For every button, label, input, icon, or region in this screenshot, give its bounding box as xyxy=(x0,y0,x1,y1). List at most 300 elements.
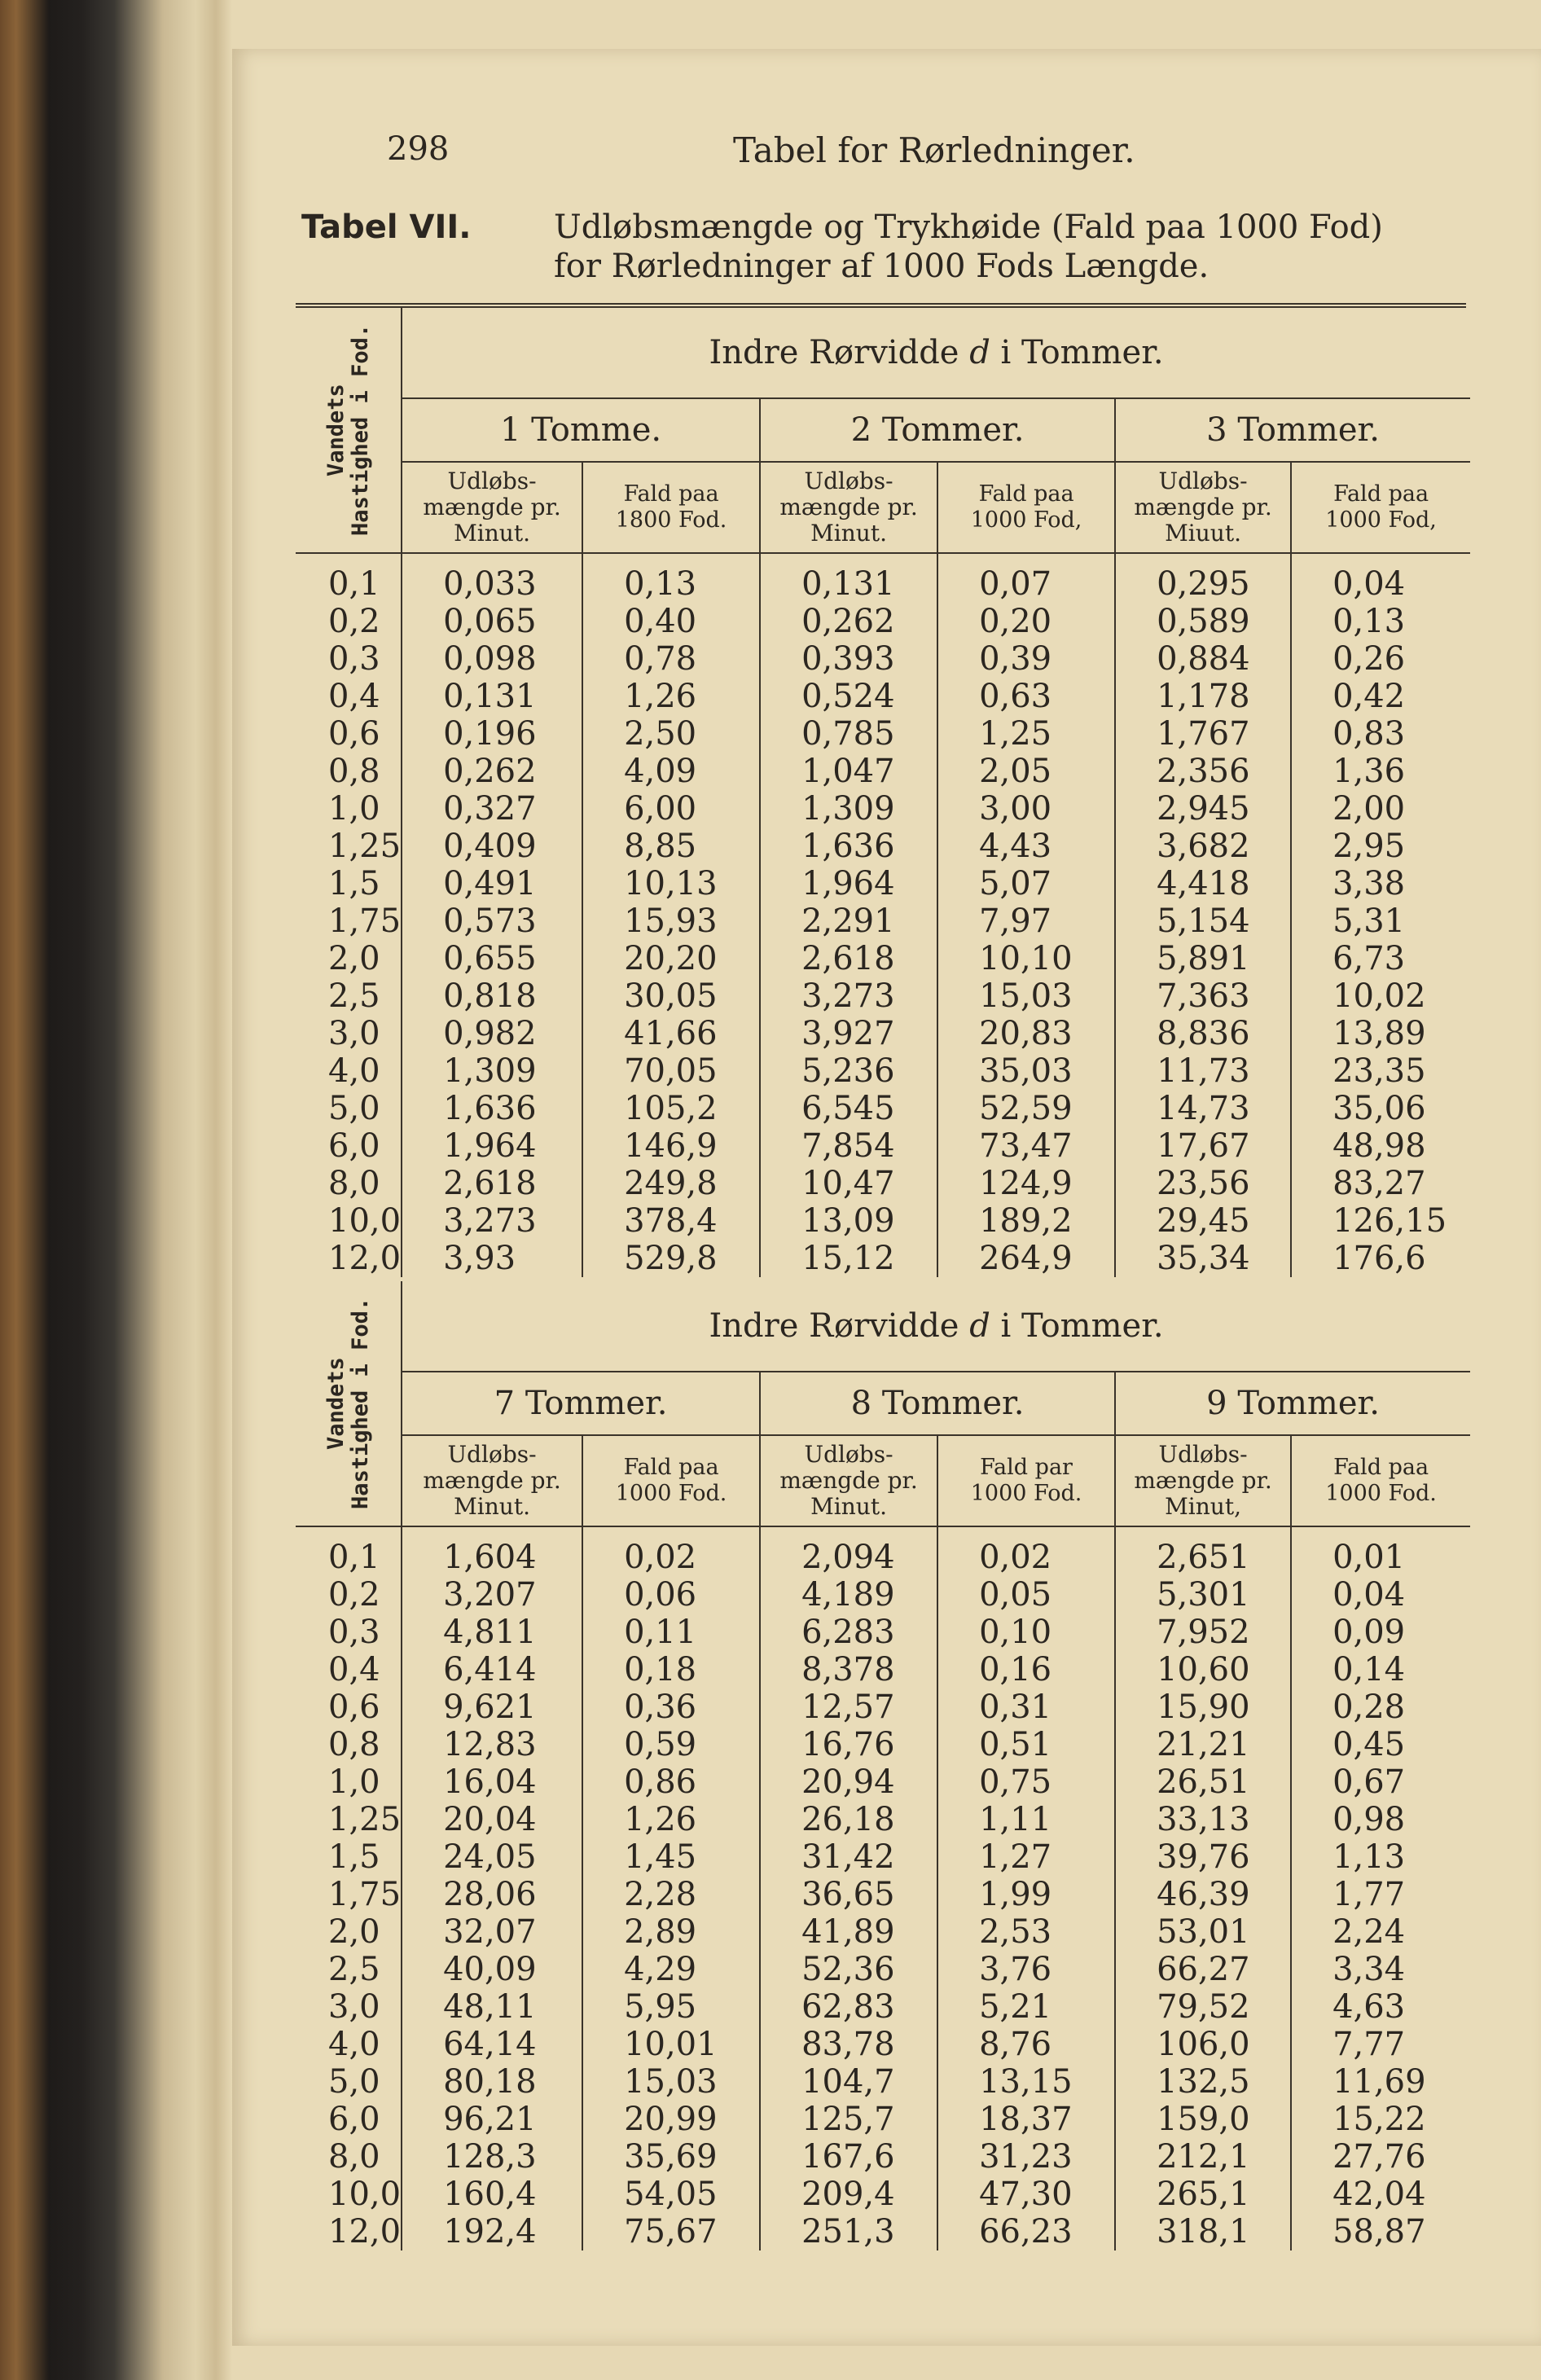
table-row xyxy=(296,865,1470,902)
value-cell: 46,39 xyxy=(1115,1876,1291,1913)
table-row xyxy=(296,640,1470,678)
value-cell: 4,43 xyxy=(937,828,1115,865)
value-cell: 12,57 xyxy=(760,1688,937,1726)
value-cell: 80,18 xyxy=(402,2063,582,2101)
value-cell: 24,05 xyxy=(402,1838,582,1876)
velocity-cell: 2,5 xyxy=(328,977,380,1015)
velocity-cell: 0,2 xyxy=(328,1576,380,1614)
velocity-header-text: Vandets Hastighed i Fod. xyxy=(323,1297,373,1510)
velocity-cell: 0,3 xyxy=(328,1614,380,1651)
value-cell: 4,29 xyxy=(582,1951,760,1988)
value-cell: 265,1 xyxy=(1115,2176,1291,2213)
value-cell: 0,098 xyxy=(402,640,582,678)
value-cell: 10,13 xyxy=(582,865,760,902)
value-cell: 0,14 xyxy=(1291,1651,1470,1688)
value-cell: 41,66 xyxy=(582,1015,760,1052)
value-cell: 2,95 xyxy=(1291,828,1470,865)
velocity-cell: 1,5 xyxy=(328,1838,380,1876)
table-row xyxy=(296,565,1470,603)
table-row xyxy=(296,1688,1470,1726)
value-cell: 212,1 xyxy=(1115,2138,1291,2176)
value-cell: 1,047 xyxy=(760,753,937,790)
value-cell: 11,73 xyxy=(1115,1052,1291,1090)
value-cell: 189,2 xyxy=(937,1202,1115,1240)
value-cell: 3,927 xyxy=(760,1015,937,1052)
table-row xyxy=(296,828,1470,865)
column-header-line: Miuut. xyxy=(1165,520,1241,547)
caption-line-1: Udløbsmængde og Trykhøide (Fald paa 1000 Fod) xyxy=(554,209,1383,246)
value-cell: 3,207 xyxy=(402,1576,582,1614)
value-cell: 2,53 xyxy=(937,1913,1115,1951)
velocity-cell: 0,6 xyxy=(328,1688,380,1726)
value-cell: 1,25 xyxy=(937,715,1115,753)
value-cell: 105,2 xyxy=(582,1090,760,1127)
column-header xyxy=(402,1435,582,1526)
value-cell: 0,59 xyxy=(582,1726,760,1763)
value-cell: 52,36 xyxy=(760,1951,937,1988)
column-header-line: mængde pr. xyxy=(779,1467,918,1494)
value-cell: 5,95 xyxy=(582,1988,760,2026)
table-row xyxy=(296,1090,1470,1127)
value-cell: 3,38 xyxy=(1291,865,1470,902)
pipe-size-header: 3 Tommer. xyxy=(1115,398,1470,462)
value-cell: 159,0 xyxy=(1115,2101,1291,2138)
value-cell: 5,301 xyxy=(1115,1576,1291,1614)
table-row xyxy=(296,1651,1470,1688)
table-row xyxy=(296,753,1470,790)
pipe-size-header: 1 Tomme. xyxy=(402,398,760,462)
value-cell: 0,26 xyxy=(1291,640,1470,678)
value-cell: 66,27 xyxy=(1115,1951,1291,1988)
value-cell: 4,63 xyxy=(1291,1988,1470,2026)
pipe-size-header: 2 Tommer. xyxy=(760,398,1115,462)
table-row xyxy=(296,1726,1470,1763)
column-header-line: mængde pr. xyxy=(779,494,918,520)
value-cell: 53,01 xyxy=(1115,1913,1291,1951)
value-cell: 4,811 xyxy=(402,1614,582,1651)
value-cell: 27,76 xyxy=(1291,2138,1470,2176)
value-cell: 2,618 xyxy=(402,1165,582,1202)
velocity-cell: 0,1 xyxy=(328,1539,380,1576)
value-cell: 0,10 xyxy=(937,1614,1115,1651)
velocity-cell: 10,0 xyxy=(328,2176,402,2213)
value-cell: 35,06 xyxy=(1291,1090,1470,1127)
value-cell: 2,291 xyxy=(760,902,937,940)
value-cell: 1,636 xyxy=(402,1090,582,1127)
value-cell: 1,36 xyxy=(1291,753,1470,790)
pipe-size-header: 8 Tommer. xyxy=(760,1372,1115,1435)
column-header xyxy=(937,462,1115,553)
value-cell: 0,065 xyxy=(402,603,582,640)
value-cell: 35,69 xyxy=(582,2138,760,2176)
value-cell: 146,9 xyxy=(582,1127,760,1165)
velocity-cell: 4,0 xyxy=(328,1052,380,1090)
velocity-cell: 10,0 xyxy=(328,1202,402,1240)
value-cell: 4,189 xyxy=(760,1576,937,1614)
group-header: Indre Rørvidde d i Tommer. xyxy=(402,1281,1470,1372)
value-cell: 13,09 xyxy=(760,1202,937,1240)
value-cell: 0,655 xyxy=(402,940,582,977)
value-cell: 15,22 xyxy=(1291,2101,1470,2138)
column-header xyxy=(760,1435,937,1526)
value-cell: 0,13 xyxy=(582,565,760,603)
value-cell: 35,34 xyxy=(1115,1240,1291,1277)
value-cell: 5,236 xyxy=(760,1052,937,1090)
column-header-line: 1000 Fod, xyxy=(1325,507,1437,533)
column-header-line: mængde pr. xyxy=(423,494,561,520)
value-cell: 18,37 xyxy=(937,2101,1115,2138)
value-cell: 64,14 xyxy=(402,2026,582,2063)
table-row xyxy=(296,1801,1470,1838)
column-header-line: Udløbs- xyxy=(1158,468,1248,494)
value-cell: 13,15 xyxy=(937,2063,1115,2101)
column-header-line: Minut. xyxy=(810,520,887,547)
value-cell: 62,83 xyxy=(760,1988,937,2026)
velocity-cell: 1,25 xyxy=(328,828,402,865)
value-cell: 23,56 xyxy=(1115,1165,1291,1202)
value-cell: 8,85 xyxy=(582,828,760,865)
table-row xyxy=(296,1614,1470,1651)
value-cell: 1,27 xyxy=(937,1838,1115,1876)
value-cell: 2,094 xyxy=(760,1539,937,1576)
value-cell: 2,24 xyxy=(1291,1913,1470,1951)
value-cell: 15,93 xyxy=(582,902,760,940)
value-cell: 96,21 xyxy=(402,2101,582,2138)
value-cell: 75,67 xyxy=(582,2213,760,2250)
value-cell: 0,78 xyxy=(582,640,760,678)
value-cell: 29,45 xyxy=(1115,1202,1291,1240)
column-header-line: Fald paa xyxy=(623,481,719,507)
value-cell: 2,50 xyxy=(582,715,760,753)
value-cell: 17,67 xyxy=(1115,1127,1291,1165)
value-cell: 251,3 xyxy=(760,2213,937,2250)
velocity-cell: 1,75 xyxy=(328,1876,402,1913)
velocity-cell: 5,0 xyxy=(328,1090,380,1127)
value-cell: 0,67 xyxy=(1291,1763,1470,1801)
velocity-cell: 0,4 xyxy=(328,1651,380,1688)
value-cell: 23,35 xyxy=(1291,1052,1470,1090)
value-cell: 176,6 xyxy=(1291,1240,1470,1277)
velocity-cell: 3,0 xyxy=(328,1015,380,1052)
value-cell: 0,20 xyxy=(937,603,1115,640)
table-row xyxy=(296,2213,1470,2250)
value-cell: 3,76 xyxy=(937,1951,1115,1988)
value-cell: 529,8 xyxy=(582,1240,760,1277)
pipe-size-header: 7 Tommer. xyxy=(402,1372,760,1435)
table-row xyxy=(296,790,1470,828)
table-row xyxy=(296,1913,1470,1951)
value-cell: 70,05 xyxy=(582,1052,760,1090)
value-cell: 167,6 xyxy=(760,2138,937,2176)
table-row xyxy=(296,1763,1470,1801)
table-row xyxy=(296,1015,1470,1052)
table-row xyxy=(296,678,1470,715)
value-cell: 2,651 xyxy=(1115,1539,1291,1576)
table-row xyxy=(296,1165,1470,1202)
table-row xyxy=(296,1127,1470,1165)
column-header xyxy=(1115,462,1291,553)
value-cell: 13,89 xyxy=(1291,1015,1470,1052)
value-cell: 1,964 xyxy=(760,865,937,902)
value-cell: 79,52 xyxy=(1115,1988,1291,2026)
value-cell: 1,636 xyxy=(760,828,937,865)
value-cell: 1,178 xyxy=(1115,678,1291,715)
velocity-cell: 0,1 xyxy=(328,565,380,603)
value-cell: 10,01 xyxy=(582,2026,760,2063)
table-row xyxy=(296,2138,1470,2176)
value-cell: 0,589 xyxy=(1115,603,1291,640)
velocity-cell: 0,4 xyxy=(328,678,380,715)
table-row xyxy=(296,2101,1470,2138)
value-cell: 3,682 xyxy=(1115,828,1291,865)
value-cell: 14,73 xyxy=(1115,1090,1291,1127)
value-cell: 26,51 xyxy=(1115,1763,1291,1801)
value-cell: 0,16 xyxy=(937,1651,1115,1688)
value-cell: 15,90 xyxy=(1115,1688,1291,1726)
value-cell: 5,07 xyxy=(937,865,1115,902)
column-header-line: Minut. xyxy=(810,1493,887,1520)
value-cell: 0,573 xyxy=(402,902,582,940)
value-cell: 128,3 xyxy=(402,2138,582,2176)
velocity-cell: 1,75 xyxy=(328,902,402,940)
value-cell: 6,00 xyxy=(582,790,760,828)
table-row xyxy=(296,603,1470,640)
table-row xyxy=(296,2063,1470,2101)
value-cell: 0,393 xyxy=(760,640,937,678)
value-cell: 7,363 xyxy=(1115,977,1291,1015)
value-cell: 0,40 xyxy=(582,603,760,640)
value-cell: 0,18 xyxy=(582,1651,760,1688)
velocity-cell: 4,0 xyxy=(328,2026,380,2063)
table-row xyxy=(296,1576,1470,1614)
column-header xyxy=(1115,1435,1291,1526)
value-cell: 0,785 xyxy=(760,715,937,753)
value-cell: 7,97 xyxy=(937,902,1115,940)
value-cell: 0,98 xyxy=(1291,1801,1470,1838)
value-cell: 28,06 xyxy=(402,1876,582,1913)
value-cell: 6,545 xyxy=(760,1090,937,1127)
velocity-header xyxy=(296,308,402,553)
value-cell: 41,89 xyxy=(760,1913,937,1951)
column-header-line: Minut, xyxy=(1165,1493,1241,1520)
value-cell: 5,891 xyxy=(1115,940,1291,977)
table-row xyxy=(296,977,1470,1015)
value-cell: 66,23 xyxy=(937,2213,1115,2250)
value-cell: 0,491 xyxy=(402,865,582,902)
velocity-cell: 1,25 xyxy=(328,1801,402,1838)
value-cell: 264,9 xyxy=(937,1240,1115,1277)
value-cell: 58,87 xyxy=(1291,2213,1470,2250)
value-cell: 5,21 xyxy=(937,1988,1115,2026)
value-cell: 0,63 xyxy=(937,678,1115,715)
value-cell: 0,86 xyxy=(582,1763,760,1801)
table-row xyxy=(296,1052,1470,1090)
running-head: Tabel for Rørledninger. xyxy=(733,130,1135,170)
table-row xyxy=(296,715,1470,753)
column-header xyxy=(582,462,760,553)
value-cell: 8,836 xyxy=(1115,1015,1291,1052)
column-header-line: mængde pr. xyxy=(1134,1467,1272,1494)
flow-table-2 xyxy=(296,1281,1470,2250)
value-cell: 0,295 xyxy=(1115,565,1291,603)
value-cell: 0,51 xyxy=(937,1726,1115,1763)
value-cell: 31,42 xyxy=(760,1838,937,1876)
value-cell: 0,131 xyxy=(760,565,937,603)
column-header-line: mængde pr. xyxy=(1134,494,1272,520)
velocity-cell: 12,0 xyxy=(328,2213,402,2250)
table-row xyxy=(296,1838,1470,1876)
value-cell: 0,02 xyxy=(582,1539,760,1576)
value-cell: 3,00 xyxy=(937,790,1115,828)
value-cell: 16,76 xyxy=(760,1726,937,1763)
value-cell: 10,47 xyxy=(760,1165,937,1202)
column-header-line: 1000 Fod. xyxy=(615,1481,727,1506)
velocity-cell: 1,0 xyxy=(328,1763,380,1801)
value-cell: 0,262 xyxy=(402,753,582,790)
value-cell: 16,04 xyxy=(402,1763,582,1801)
value-cell: 0,28 xyxy=(1291,1688,1470,1726)
value-cell: 6,283 xyxy=(760,1614,937,1651)
value-cell: 1,767 xyxy=(1115,715,1291,753)
value-cell: 26,18 xyxy=(760,1801,937,1838)
column-header xyxy=(582,1435,760,1526)
value-cell: 48,98 xyxy=(1291,1127,1470,1165)
column-header xyxy=(1291,1435,1470,1526)
value-cell: 2,945 xyxy=(1115,790,1291,828)
velocity-cell: 8,0 xyxy=(328,2138,380,2176)
column-header-line: Udløbs- xyxy=(447,468,537,494)
value-cell: 0,131 xyxy=(402,678,582,715)
value-cell: 124,9 xyxy=(937,1165,1115,1202)
value-cell: 15,12 xyxy=(760,1240,937,1277)
value-cell: 1,309 xyxy=(402,1052,582,1090)
column-header-line: Udløbs- xyxy=(804,468,893,494)
column-header-line: mængde pr. xyxy=(423,1467,561,1494)
value-cell: 12,83 xyxy=(402,1726,582,1763)
caption-line-2: for Rørledninger af 1000 Fods Længde. xyxy=(554,248,1210,285)
value-cell: 0,409 xyxy=(402,828,582,865)
column-header-line: 1000 Fod, xyxy=(970,507,1082,533)
value-cell: 3,273 xyxy=(402,1202,582,1240)
velocity-cell: 1,5 xyxy=(328,865,380,902)
table-row xyxy=(296,1240,1470,1277)
velocity-cell: 12,0 xyxy=(328,1240,402,1277)
value-cell: 0,09 xyxy=(1291,1614,1470,1651)
value-cell: 47,30 xyxy=(937,2176,1115,2213)
table-label: Tabel VII. xyxy=(301,209,472,246)
value-cell: 20,83 xyxy=(937,1015,1115,1052)
value-cell: 0,04 xyxy=(1291,565,1470,603)
value-cell: 0,524 xyxy=(760,678,937,715)
value-cell: 83,27 xyxy=(1291,1165,1470,1202)
value-cell: 0,39 xyxy=(937,640,1115,678)
value-cell: 0,982 xyxy=(402,1015,582,1052)
value-cell: 4,09 xyxy=(582,753,760,790)
pipe-size-header: 9 Tommer. xyxy=(1115,1372,1470,1435)
value-cell: 11,69 xyxy=(1291,2063,1470,2101)
velocity-header-text: Vandets Hastighed i Fod. xyxy=(323,323,373,537)
column-header-line: 1000 Fod. xyxy=(1325,1481,1437,1506)
value-cell: 0,02 xyxy=(937,1539,1115,1576)
value-cell: 8,378 xyxy=(760,1651,937,1688)
value-cell: 10,02 xyxy=(1291,977,1470,1015)
flow-table-1 xyxy=(296,308,1470,1277)
velocity-cell: 6,0 xyxy=(328,2101,380,2138)
value-cell: 0,45 xyxy=(1291,1726,1470,1763)
table-row xyxy=(296,2176,1470,2213)
value-cell: 1,13 xyxy=(1291,1838,1470,1876)
value-cell: 0,83 xyxy=(1291,715,1470,753)
value-cell: 1,77 xyxy=(1291,1876,1470,1913)
velocity-cell: 3,0 xyxy=(328,1988,380,2026)
value-cell: 1,309 xyxy=(760,790,937,828)
value-cell: 15,03 xyxy=(937,977,1115,1015)
value-cell: 30,05 xyxy=(582,977,760,1015)
value-cell: 209,4 xyxy=(760,2176,937,2213)
column-header-line: Udløbs- xyxy=(804,1441,893,1468)
value-cell: 1,11 xyxy=(937,1801,1115,1838)
value-cell: 0,818 xyxy=(402,977,582,1015)
value-cell: 83,78 xyxy=(760,2026,937,2063)
table-row xyxy=(296,902,1470,940)
value-cell: 1,964 xyxy=(402,1127,582,1165)
velocity-cell: 2,0 xyxy=(328,1913,380,1951)
value-cell: 3,273 xyxy=(760,977,937,1015)
value-cell: 0,06 xyxy=(582,1576,760,1614)
value-cell: 8,76 xyxy=(937,2026,1115,2063)
value-cell: 6,414 xyxy=(402,1651,582,1688)
value-cell: 6,73 xyxy=(1291,940,1470,977)
value-cell: 21,21 xyxy=(1115,1726,1291,1763)
column-header xyxy=(937,1435,1115,1526)
value-cell: 0,31 xyxy=(937,1688,1115,1726)
value-cell: 1,26 xyxy=(582,1801,760,1838)
value-cell: 10,10 xyxy=(937,940,1115,977)
value-cell: 7,952 xyxy=(1115,1614,1291,1651)
column-header-line: Udløbs- xyxy=(447,1441,537,1468)
value-cell: 20,20 xyxy=(582,940,760,977)
value-cell: 0,07 xyxy=(937,565,1115,603)
value-cell: 4,418 xyxy=(1115,865,1291,902)
table-caption xyxy=(554,208,1523,286)
velocity-cell: 5,0 xyxy=(328,2063,380,2101)
value-cell: 20,99 xyxy=(582,2101,760,2138)
column-header-line: 1000 Fod. xyxy=(970,1481,1082,1506)
column-header xyxy=(1291,462,1470,553)
value-cell: 73,47 xyxy=(937,1127,1115,1165)
value-cell: 126,15 xyxy=(1291,1202,1470,1240)
value-cell: 3,93 xyxy=(402,1240,582,1277)
value-cell: 0,13 xyxy=(1291,603,1470,640)
value-cell: 20,94 xyxy=(760,1763,937,1801)
value-cell: 2,05 xyxy=(937,753,1115,790)
group-header: Indre Rørvidde d i Tommer. xyxy=(402,308,1470,398)
table-row xyxy=(296,1202,1470,1240)
value-cell: 35,03 xyxy=(937,1052,1115,1090)
value-cell: 0,262 xyxy=(760,603,937,640)
table-row xyxy=(296,1876,1470,1913)
value-cell: 0,42 xyxy=(1291,678,1470,715)
value-cell: 9,621 xyxy=(402,1688,582,1726)
table-row xyxy=(296,940,1470,977)
value-cell: 104,7 xyxy=(760,2063,937,2101)
velocity-cell: 0,6 xyxy=(328,715,380,753)
value-cell: 0,884 xyxy=(1115,640,1291,678)
column-header-line: Minut. xyxy=(454,1493,530,1520)
column-header-line: Fald paa xyxy=(978,481,1074,507)
column-header xyxy=(760,462,937,553)
velocity-cell: 0,8 xyxy=(328,1726,380,1763)
